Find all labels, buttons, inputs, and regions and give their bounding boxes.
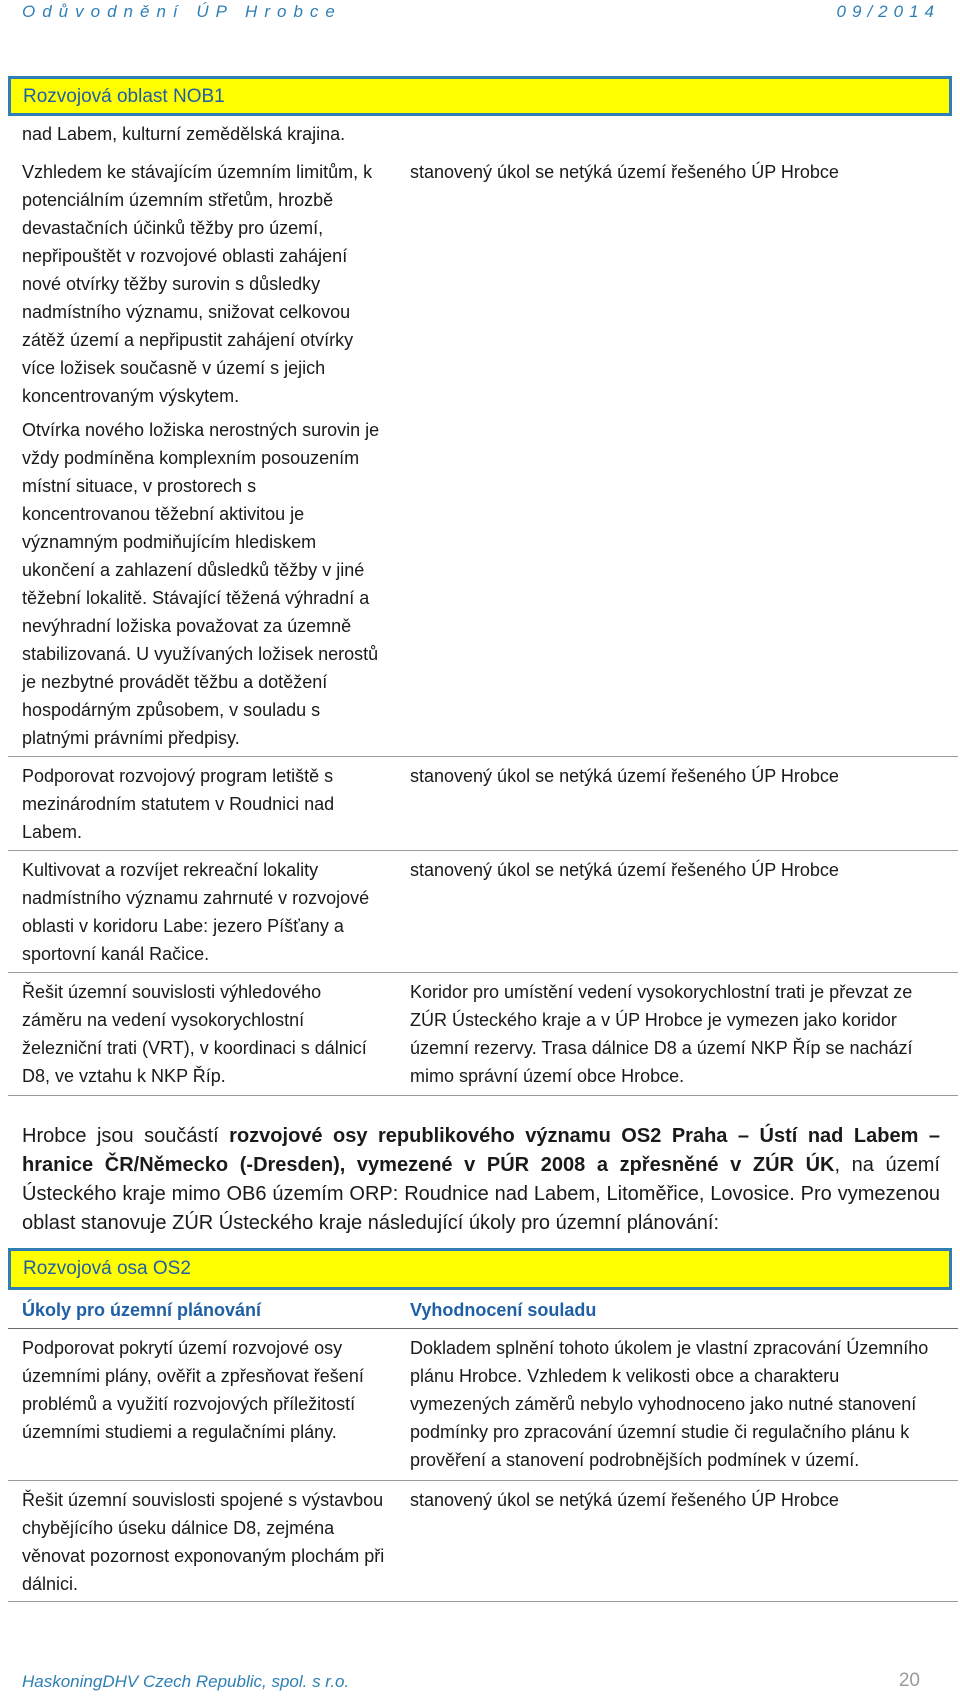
task-cell: Řešit územní souvislosti spojené s výstavbou chybějícího úseku dálnice D8, zejména věnovat pozornost exponovaným plochám při dálnici. [22,1490,385,1594]
row-divider [8,850,958,851]
result-cell: stanovený úkol se netýká území řešeného ÚP Hrobce [410,860,839,880]
section-subtitle: nad Labem, kulturní zemědělská krajina. [22,124,346,144]
result-cell: stanovený úkol se netýká území řešeného ÚP Hrobce [410,766,839,786]
result-cell: stanovený úkol se netýká území řešeného ÚP Hrobce [410,1490,839,1510]
task-cell [22,158,382,752]
header-date: 09/2014 [836,2,940,21]
result-cell: Koridor pro umístění vedení vysokorychlostní trati je převzat ze ZÚR Ústeckého kraje a v ÚP Hrobce je vymezen jako koridor územní rezervy. Trasa dálnice D8 a území NKP Říp se nachází mimo správní území obce Hrobce. [410,982,913,1086]
row-divider [8,972,958,973]
heading-divider [8,1328,958,1329]
body-paragraph: Hrobce jsou součástí rozvojové osy republikového významu OS2 Praha – Ústí nad Labem – hranice ČR/Německo (-Dresden), vymezené v PÚR 2008 a zpřesněné v ZÚR ÚK, na území Ústeckého kraje mimo OB6 územím ORP: Roudnice nad Labem, Litoměřice, Lovosice. Pro vymezenou oblast stanovuje ZÚR Ústeckého kraje následující úkoly pro územní plánování: [22,1125,940,1234]
section-banner-nob1 [8,76,952,116]
column-heading-tasks: Úkoly pro územní plánování [22,1300,262,1320]
row-divider [8,756,958,757]
task-cell: Řešit územní souvislosti výhledového záměru na vedení vysokorychlostní železniční trati (VRT), v koordinaci s dálnicí D8, ve vztahu k NKP Říp. [22,982,367,1086]
row-divider [8,1095,958,1096]
task-cell: Kultivovat a rozvíjet rekreační lokality nadmístního významu zahrnuté v rozvojové oblasti v koridoru Labe: jezero Píšťany a sportovní kanál Račice. [22,860,370,964]
task-text-continued: Otvírka nového ložiska nerostných surovin je vždy podmíněna komplexním posouzením místní situace, v prostorech s koncentrovanou těžební aktivitou je významným podmiňujícím hlediskem ukončení a zahlazení důsledků těžby v jiné těžební lokalitě. Stávající těžená výhradní a nevýhradní ložiska považovat za územně stabilizovaná. U využívaných ložisek nerostů je nezbytné provádět těžbu a dotěžení hospodárným způsobem, v souladu s platnými právními předpisy. [22,420,380,748]
result-cell: stanovený úkol se netýká území řešeného ÚP Hrobce [410,162,839,182]
header-title: Odůvodnění ÚP Hrobce [22,2,342,21]
footer-company: HaskoningDHV Czech Republic, spol. s r.o. [22,1672,350,1691]
body-paragraph-bold: rozvojové osy republikového významu OS2 Praha – Ústí nad Labem – hranice ČR/Německo (-Dresden), vymezené v PÚR 2008 a zpřesněné v ZÚR ÚK [22,1125,940,1176]
row-divider [8,1601,958,1602]
task-cell: Podporovat rozvojový program letiště s mezinárodním statutem v Roudnici nad Labem. [22,766,335,842]
page-number: 20 [898,1670,920,1691]
page-header [22,2,940,24]
result-cell: Dokladem splnění tohoto úkolem je vlastní zpracování Územního plánu Hrobce. Vzhledem k velikosti obce a charakteru vymezených záměrů nebylo vyhodnoceno jako nutné stanovení podmínky pro zpracování územní studie či regulačního plánu k prověření a stanovení podrobnějších podmínek v území. [410,1338,929,1470]
task-text: Vzhledem ke stávajícím územním limitům, k potenciálním územním střetům, hrozbě devastačních účinků těžby pro území, nepřipouštět v rozvojové oblasti zahájení nové otvírky těžby surovin s důsledky nadmístního významu, snižovat celkovou zátěž území a nepřipustit zahájení otvírky více ložisek současně v území s jejich koncentrovaným výskytem. [22,162,373,406]
column-heading-evaluation: Vyhodnocení souladu [410,1300,597,1320]
section-banner-os2 [8,1248,952,1290]
row-divider [8,1480,958,1481]
banner-title: Rozvojová oblast NOB1 [23,86,225,107]
banner-title: Rozvojová osa OS2 [23,1258,191,1279]
task-cell: Podporovat pokrytí území rozvojové osy územními plány, ověřit a zpřesňovat řešení problémů a využití rozvojových příležitostí územními studiemi a regulačními plány. [22,1338,364,1442]
